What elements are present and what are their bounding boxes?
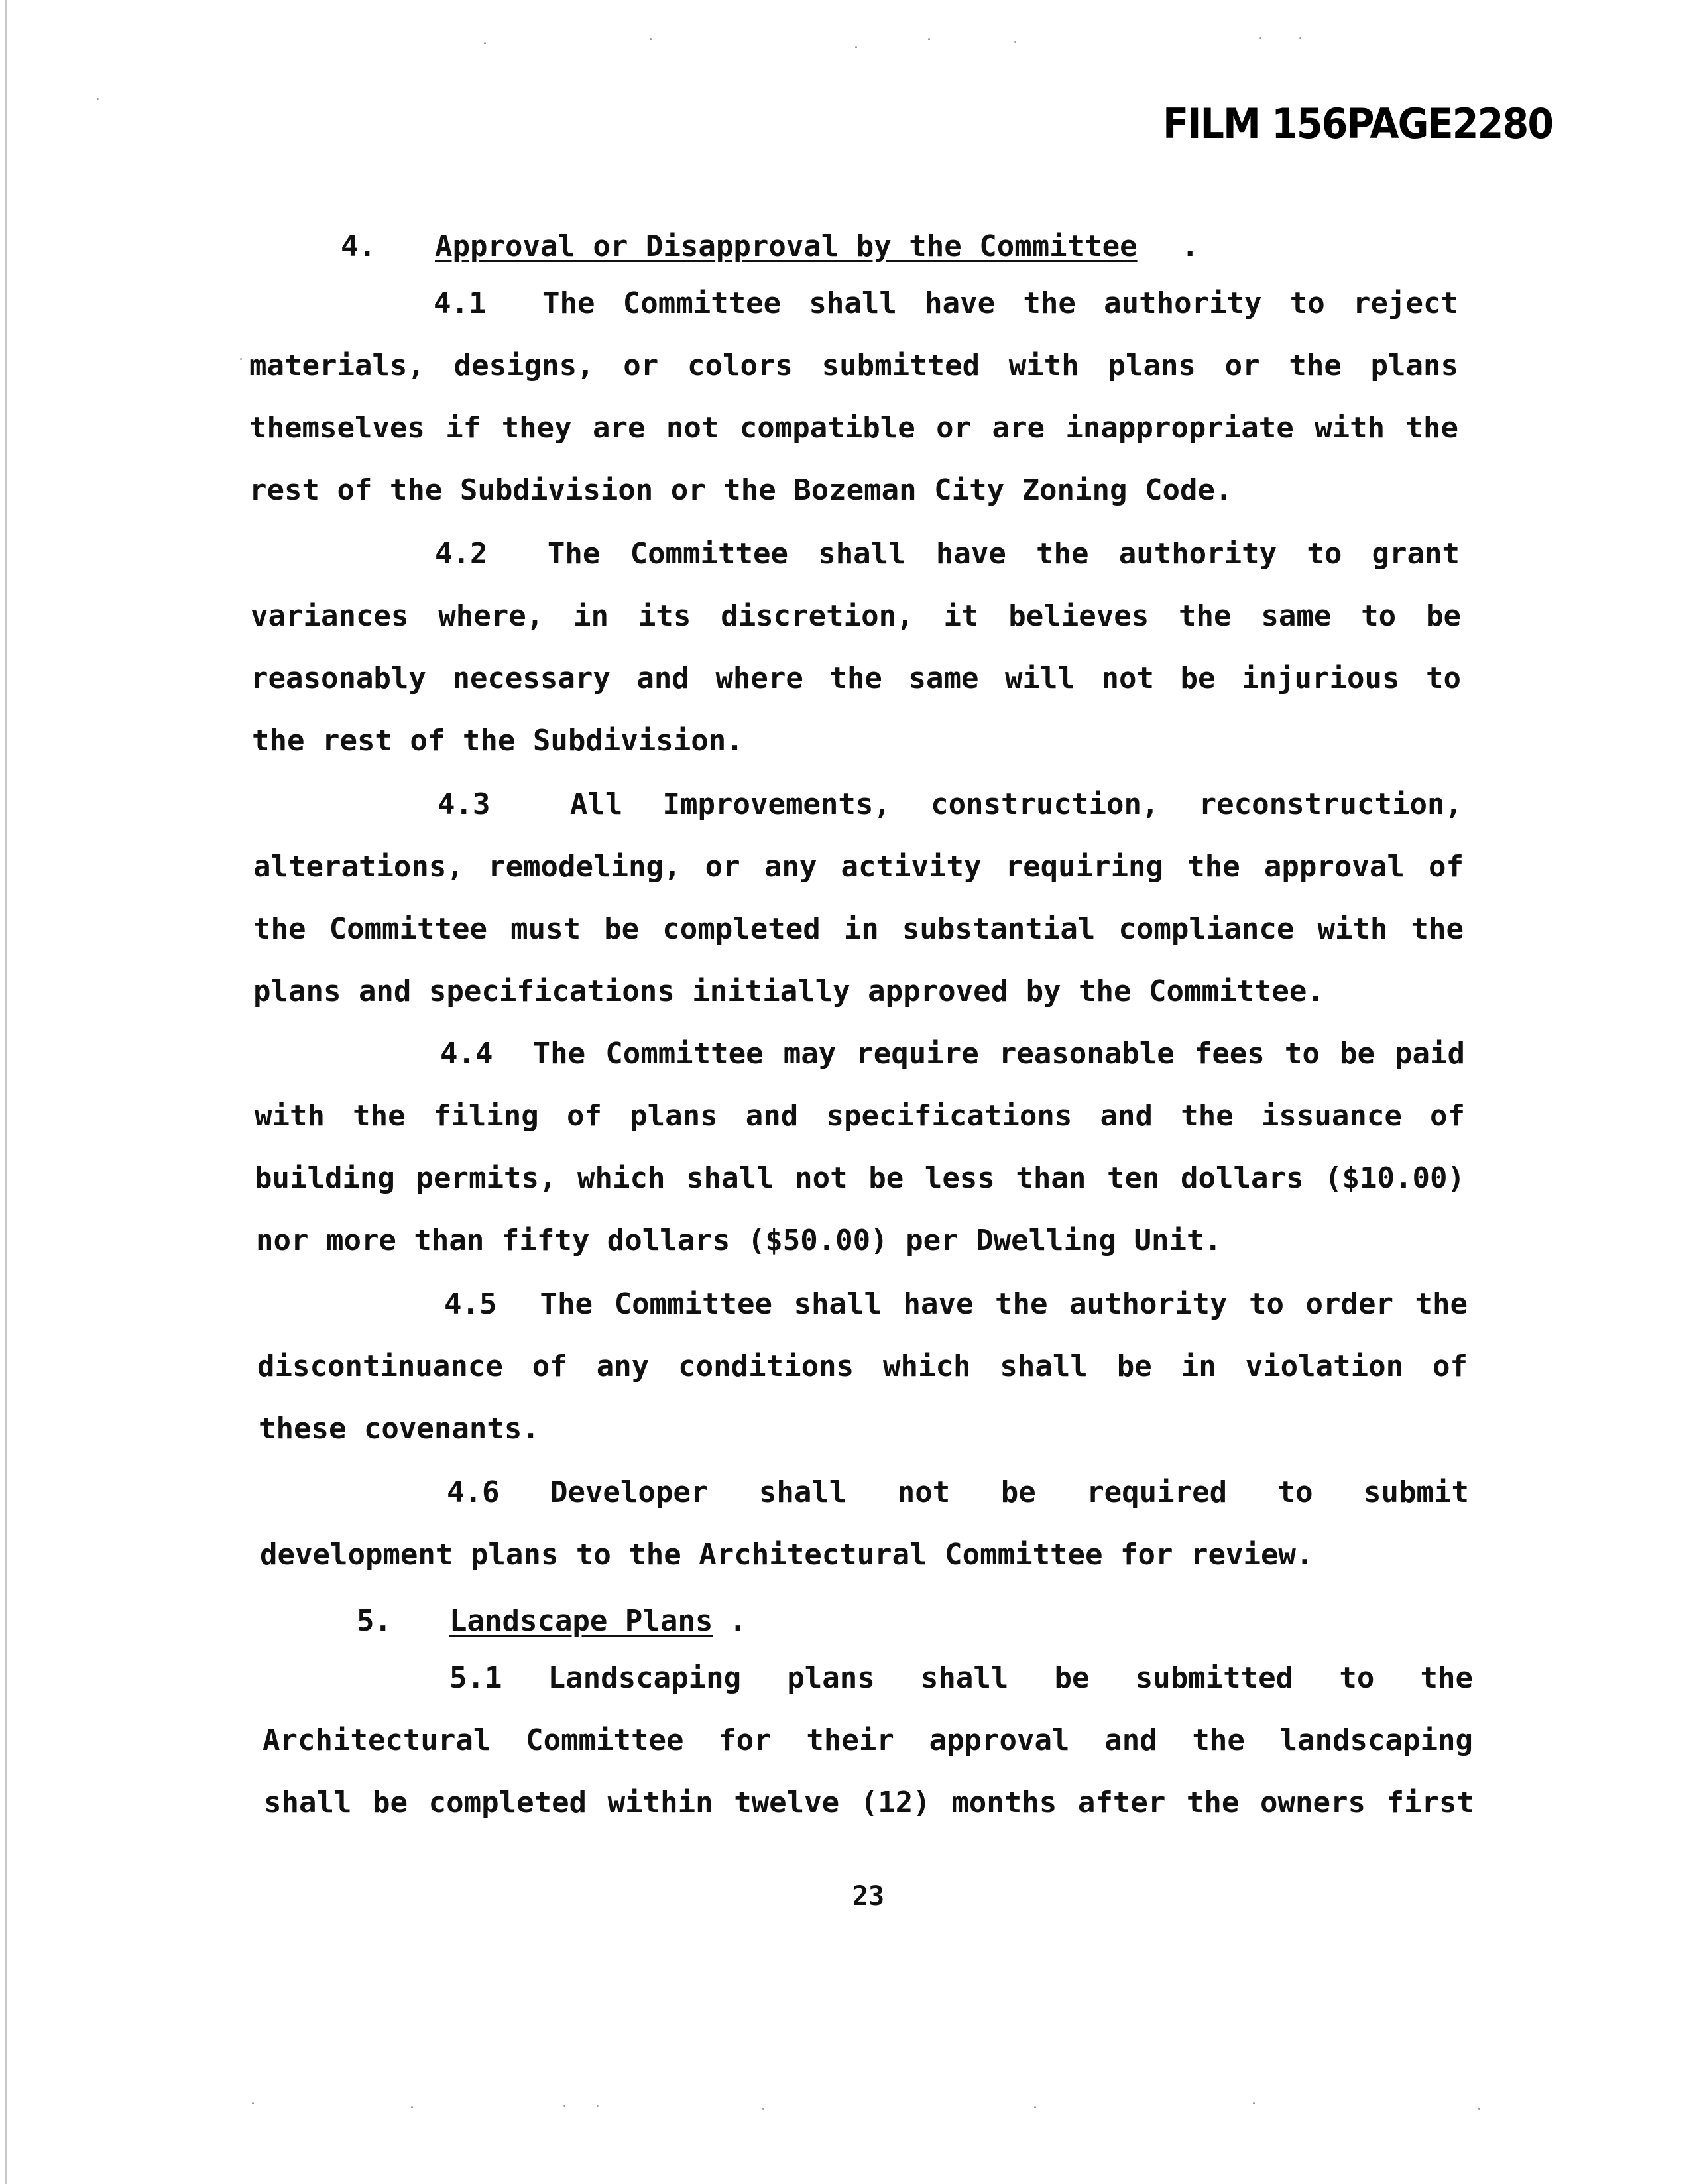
scan-speck — [1034, 2106, 1036, 2108]
scan-speck — [1014, 41, 1016, 43]
scan-speck — [650, 38, 652, 40]
paragraph-4-2-line-1: 4.2 The Committee shall have the authority to grant — [435, 537, 1460, 571]
paragraph-5-1-line-2: Architectural Committee for their approval and the landscaping — [263, 1723, 1473, 1757]
paragraph-4-2-line-3: reasonably necessary and where the same will not be injurious to — [251, 661, 1461, 695]
paragraph-4-5-line-2: discontinuance of any conditions which shall be in violation of — [257, 1350, 1468, 1383]
section-4-title: Approval or Disapproval by the Committee — [435, 229, 1138, 263]
scan-speck — [411, 2106, 413, 2108]
scan-speck — [484, 42, 486, 44]
paragraph-5-1-line-3: shall be completed within twelve (12) months after the owners first — [264, 1786, 1474, 1819]
scan-speck — [563, 2105, 565, 2107]
paragraph-4-4-line-4: nor more than fifty dollars ($50.00) per Dwelling Unit. — [256, 1224, 1222, 1257]
paragraph-4-5-line-3: these covenants. — [259, 1412, 540, 1446]
section-5-title-period: . — [729, 1604, 747, 1638]
scan-speck — [928, 38, 930, 40]
paragraph-4-4-line-1: 4.4 The Committee may require reasonable fees to be paid — [440, 1037, 1465, 1070]
scan-speck — [1299, 37, 1301, 39]
scan-speck — [97, 98, 99, 100]
scan-speck — [762, 2108, 764, 2110]
paragraph-4-1-line-1: 4.1 The Committee shall have the authority to reject — [434, 286, 1458, 320]
paragraph-5-1-line-1: 5.1 Landscaping plans shall be submitted to the — [449, 1661, 1473, 1695]
paragraph-4-4-line-2: with the filing of plans and specifications and the issuance of — [255, 1099, 1465, 1133]
scan-speck — [1478, 2108, 1480, 2110]
paragraph-4-1-line-3: themselves if they are not compatible or are inappropriate with the — [249, 411, 1458, 445]
film-stamp: FILM 156PAGE2280 — [1162, 99, 1552, 148]
scan-speck — [597, 2105, 599, 2107]
section-4-number: 4. — [341, 229, 376, 263]
scan-speck — [855, 46, 857, 48]
section-5-title: Landscape Plans — [449, 1604, 713, 1638]
paragraph-4-3-line-2: alterations, remodeling, or any activity requiring the approval of — [253, 850, 1464, 884]
paragraph-4-4-line-3: building permits, which shall not be less than ten dollars ($10.00) — [255, 1161, 1465, 1195]
scan-speck — [240, 358, 242, 360]
scan-speck — [1253, 2102, 1255, 2104]
paragraph-4-3-line-4: plans and specifications initially approved by the Committee. — [253, 974, 1324, 1008]
scan-speck — [252, 2102, 254, 2104]
paragraph-4-2-line-4: the rest of the Subdivision. — [252, 724, 744, 758]
page-number: 23 — [852, 1881, 885, 1912]
paragraph-4-3-line-1: 4.3 All Improvements, construction, reconstruction, — [438, 787, 1462, 821]
paragraph-4-3-line-3: the Committee must be completed in substantial compliance with the — [253, 912, 1464, 946]
section-5-number: 5. — [357, 1604, 392, 1638]
paragraph-4-6-line-1: 4.6 Developer shall not be required to submit — [447, 1475, 1469, 1509]
paragraph-4-6-line-2: development plans to the Architectural Committee for review. — [260, 1538, 1314, 1572]
section-4-title-period: . — [1181, 229, 1199, 263]
paragraph-4-1-line-4: rest of the Subdivision or the Bozeman City Zoning Code. — [249, 473, 1233, 507]
paragraph-4-2-line-2: variances where, in its discretion, it believes the same to be — [251, 599, 1461, 633]
scan-edge — [5, 0, 7, 2184]
scan-speck — [1259, 37, 1261, 39]
paragraph-4-5-line-1: 4.5 The Committee shall have the authority to order the — [444, 1287, 1468, 1321]
paragraph-4-1-line-2: materials, designs, or colors submitted with plans or the plans — [249, 349, 1458, 382]
